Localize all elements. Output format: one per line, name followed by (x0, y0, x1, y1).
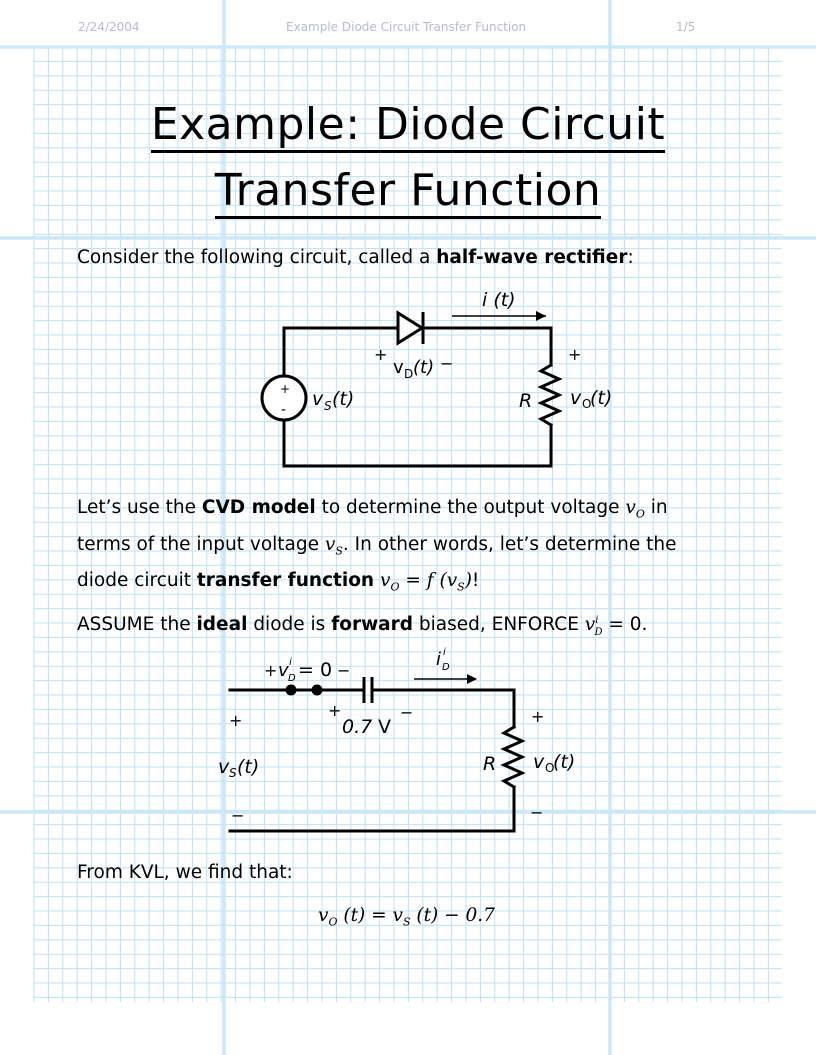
ideal-diode-voltage-superscript: i (289, 657, 292, 668)
diode-voltage-minus: − (440, 354, 454, 373)
battery-symbol (364, 677, 372, 703)
output-voltage-symbol: v (570, 387, 582, 409)
input-plus-sign: + (229, 711, 243, 730)
battery-voltage-value: 0.7 (342, 716, 373, 738)
diode-voltage-subscript: D (404, 367, 414, 381)
ideal-diode-voltage-subscript: D (288, 673, 296, 684)
ideal-diode-node-left (286, 685, 297, 696)
ideal-current-symbol: i (436, 649, 442, 670)
input-voltage-symbol: v (218, 756, 230, 778)
header-doc-title: Example Diode Circuit Transfer Function (286, 20, 527, 34)
term-forward: forward (331, 614, 414, 636)
input-minus-sign: − (231, 806, 245, 825)
source-voltage-subscript: S (324, 399, 332, 413)
term-transfer-function: transfer function (196, 570, 375, 592)
ideal-current-subscript: D (442, 662, 450, 673)
ideal-diode-node-right (312, 685, 323, 696)
ideal-diode-voltage-value: = 0 (298, 659, 333, 681)
assume-enforce-paragraph: ASSUME the ideal diode is forward biased, ENFORCE $v^i_D = 0$. (77, 614, 648, 638)
diode-voltage-plus: + (374, 345, 388, 364)
kvl-paragraph: From KVL, we find that: (77, 862, 293, 883)
intro-paragraph: Consider the following circuit, called a half-wave rectifier: (77, 247, 634, 268)
output-plus-sign-2: + (531, 707, 545, 726)
ideal-diode-voltage-plus: + (264, 661, 278, 680)
battery-plus-sign: + (328, 701, 342, 720)
source-voltage-argument: (t) (332, 388, 355, 410)
ideal-current-arrowhead (467, 674, 477, 684)
output-voltage-argument-2: (t) (553, 751, 576, 773)
ideal-diode-voltage-minus: − (337, 661, 351, 680)
kvl-equation: $v_O$ $(t) = v_S$ (t) − 0.7 (318, 905, 495, 929)
ideal-current-superscript: i (443, 647, 446, 658)
term-half-wave-rectifier: half-wave rectifier (436, 247, 628, 268)
battery-minus-sign: − (400, 703, 414, 722)
source-voltage-symbol: v (312, 388, 324, 410)
output-minus-sign-2: − (530, 803, 544, 822)
output-plus-sign: + (568, 345, 582, 364)
header-page-number: 1/5 (676, 20, 696, 34)
ideal-diode-voltage-symbol: v (278, 660, 289, 681)
source-plus-sign: + (280, 382, 291, 396)
battery-voltage-unit: V (378, 716, 391, 738)
output-voltage-argument: (t) (590, 387, 613, 409)
header-date: 2/24/2004 (78, 20, 140, 34)
resistor-label-2: R (483, 753, 497, 775)
current-label: i (t) (482, 289, 516, 311)
page-title-line-2: Transfer Function (0, 158, 816, 224)
term-cvd-model: CVD model (201, 497, 316, 518)
output-voltage-subscript: O (582, 397, 592, 411)
output-voltage-symbol-2: v (533, 751, 545, 773)
resistor-label: R (519, 390, 533, 412)
cvd-model-paragraph: Let’s use the CVD model to determine the output voltage $v_O$ in terms of the input voltage $v_S$. In other words, let’s determine the diode circuit transfer function $v_O = f$ $(v_S)$! (77, 497, 677, 595)
diode-voltage-argument: (t) (413, 357, 435, 378)
output-voltage-subscript-2: O (545, 761, 555, 775)
source-minus-sign: - (281, 402, 287, 418)
page-title-line-1: Example: Diode Circuit (0, 92, 816, 158)
input-voltage-subscript: S (229, 766, 237, 780)
input-voltage-argument: (t) (237, 756, 260, 778)
diode-voltage-symbol: v (393, 357, 404, 378)
term-ideal: ideal (196, 614, 248, 636)
